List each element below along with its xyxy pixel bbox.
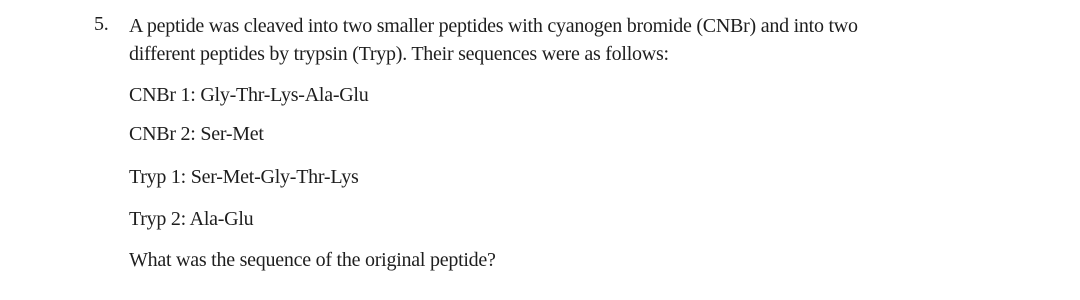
- prompt-line-2: different peptides by trypsin (Tryp). Their sequences were as follows:: [129, 43, 669, 65]
- question-number: 5.: [94, 13, 109, 35]
- prompt-line-1: A peptide was cleaved into two smaller peptides with cyanogen bromide (CNBr) and into two: [129, 15, 858, 37]
- sequence-cnbr-2: CNBr 2: Ser-Met: [129, 123, 264, 145]
- question-prompt: [129, 12, 1029, 68]
- sequence-cnbr-1: CNBr 1: Gly-Thr-Lys-Ala-Glu: [129, 84, 369, 106]
- question-ask: What was the sequence of the original peptide?: [129, 249, 496, 271]
- sequence-tryp-2: Tryp 2: Ala-Glu: [129, 208, 254, 230]
- sequence-tryp-1: Tryp 1: Ser-Met-Gly-Thr-Lys: [129, 166, 359, 188]
